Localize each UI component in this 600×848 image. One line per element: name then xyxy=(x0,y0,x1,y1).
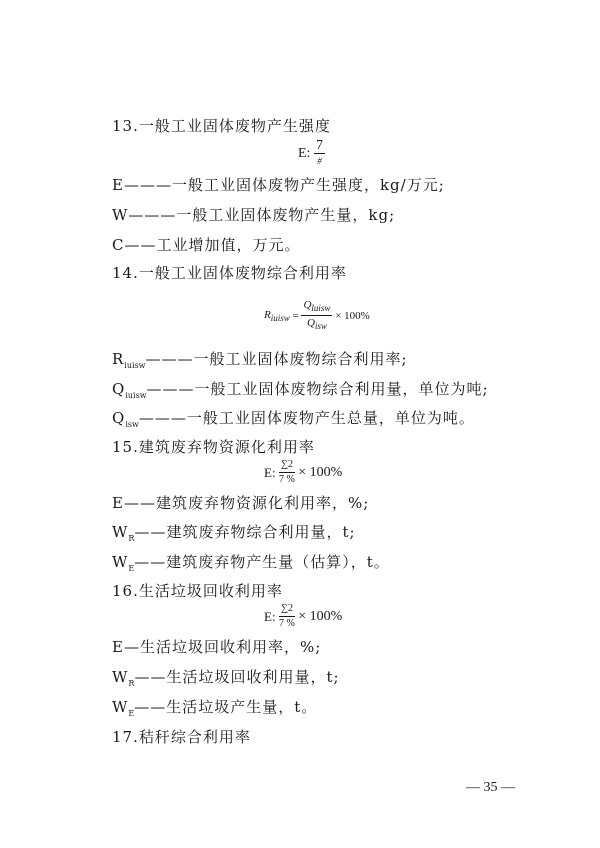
formula-14-num-sub: luisw xyxy=(311,303,331,314)
formula-13 xyxy=(298,139,325,168)
def-15-3-sub: E xyxy=(128,564,135,573)
def-13-2: W———一般工业固体废物产生量，kg; xyxy=(112,206,396,224)
formula-16-lhs: E: xyxy=(264,608,276,624)
formula-16-numerator: ∑2 xyxy=(279,602,295,617)
heading-16: 16.生活垃圾回收利用率 xyxy=(112,582,283,600)
def-14-3-symbol: Q xyxy=(112,409,126,427)
def-16-2 xyxy=(112,666,340,688)
formula-15-numerator: ∑2 xyxy=(279,458,295,473)
formula-14-lhs-symbol: R xyxy=(264,308,271,321)
formula-16 xyxy=(264,602,342,631)
def-16-2-text: ——生活垃圾回收利用量，t; xyxy=(134,668,340,686)
formula-13-fraction xyxy=(314,139,325,168)
heading-14-text: 14.一般工业固体废物综合利用率 xyxy=(112,264,347,282)
formula-14-num-symbol: Q xyxy=(303,299,312,311)
formula-13-denominator: # xyxy=(317,156,322,166)
formula-14-denominator xyxy=(301,316,332,333)
def-16-3-symbol: W xyxy=(112,698,129,716)
formula-15 xyxy=(264,458,342,487)
def-13-3: C——工业增加值，万元。 xyxy=(112,236,301,254)
heading-13: 13.一般工业固体废物产生强度 xyxy=(112,117,331,135)
def-15-3-symbol: W xyxy=(112,553,129,571)
def-15-2-sub: R xyxy=(128,534,135,543)
def-14-3-sub: isw xyxy=(125,420,139,429)
def-16-1-symbol: E xyxy=(112,638,124,656)
def-14-2-symbol: Q xyxy=(112,380,126,398)
heading-14 xyxy=(112,262,347,283)
def-15-1 xyxy=(112,492,369,513)
def-15-3-text: ——建筑废弃物产生量（估算），t。 xyxy=(134,553,390,571)
def-16-2-sub: R xyxy=(128,679,135,688)
def-14-2-sub: iuisw xyxy=(125,391,147,400)
def-16-2-symbol: W xyxy=(112,668,129,686)
def-16-1 xyxy=(112,636,321,657)
formula-16-denominator: 7 % xyxy=(278,618,295,629)
formula-14-den-sub: isw xyxy=(314,321,327,332)
def-16-1-text: —生活垃圾回收利用率，%; xyxy=(123,638,322,656)
def-13-1: E———一般工业固体废物产生强度，kg/万元; xyxy=(112,176,445,194)
def-16-3 xyxy=(112,696,317,718)
def-15-2-text: ——建筑废弃物综合利用量，t; xyxy=(134,523,356,541)
def-14-3 xyxy=(112,407,475,429)
def-14-1-symbol: R xyxy=(112,350,125,368)
def-14-1 xyxy=(112,348,408,370)
def-15-2 xyxy=(112,521,356,543)
def-15-1-text: ——建筑废弃物资源化利用率，%; xyxy=(123,494,370,512)
formula-15-denominator: 7 % xyxy=(278,474,295,485)
formula-15-fraction xyxy=(279,458,295,487)
formula-14-lhs-sub: iuisw xyxy=(270,312,290,323)
formula-14-equals: = xyxy=(292,309,299,322)
def-15-3 xyxy=(112,551,390,573)
formula-13-numerator: 7 xyxy=(315,138,323,153)
formula-14-tail: × 100% xyxy=(335,309,370,322)
formula-14 xyxy=(264,298,370,333)
formula-15-lhs: E: xyxy=(264,464,276,480)
def-14-2-text: ———一般工业固体废物综合利用量，单位为吨; xyxy=(146,380,489,398)
formula-14-fraction xyxy=(301,298,332,333)
def-15-1-symbol: E xyxy=(112,494,124,512)
formula-16-fraction xyxy=(279,602,295,631)
formula-14-numerator xyxy=(301,298,332,316)
formula-16-tail: × 100% xyxy=(298,608,343,624)
def-14-1-sub: iuisw xyxy=(124,361,146,370)
def-15-2-symbol: W xyxy=(112,523,129,541)
formula-15-tail: × 100% xyxy=(298,464,343,480)
heading-15: 15.建筑废弃物资源化利用率 xyxy=(112,438,315,456)
page-number: — 35 — xyxy=(466,780,515,795)
def-16-3-text: ——生活垃圾产生量，t。 xyxy=(134,698,318,716)
heading-17: 17.秸秆综合利用率 xyxy=(112,728,251,746)
formula-13-lhs: E: xyxy=(298,145,311,161)
def-14-1-text: ———一般工业固体废物综合利用率; xyxy=(145,350,408,368)
formula-14-den-symbol: Q xyxy=(306,317,315,330)
def-14-3-text: ———一般工业固体废物产生总量，单位为吨。 xyxy=(138,409,475,427)
def-14-2 xyxy=(112,378,489,400)
def-16-3-sub: E xyxy=(128,709,135,718)
formula-14-lhs xyxy=(264,309,290,323)
